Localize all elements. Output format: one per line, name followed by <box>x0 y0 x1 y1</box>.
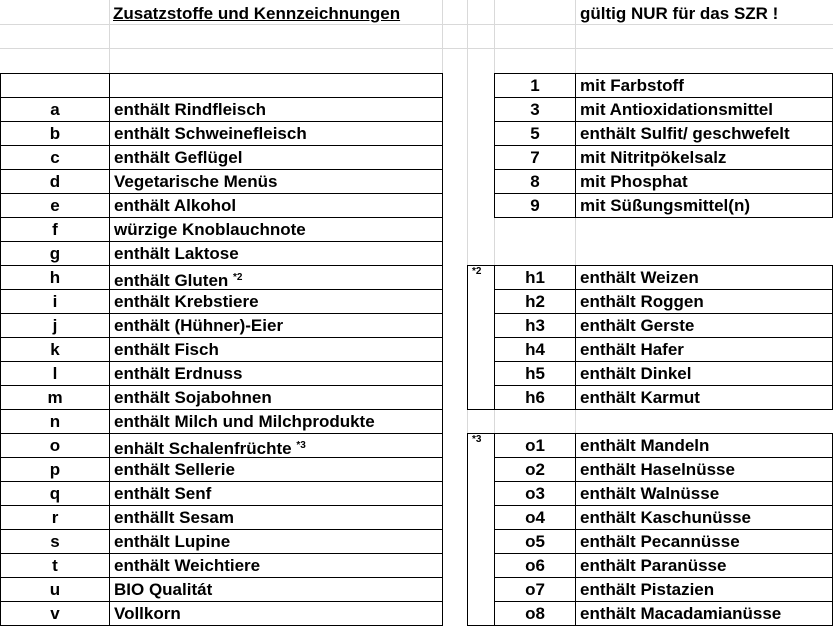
nut-subgroup-text: enthält Haselnüsse <box>575 457 833 482</box>
allergen-text: BIO Qualitát <box>109 577 443 602</box>
allergen-text: enthällt Sesam <box>109 505 443 530</box>
allergen-code: i <box>0 289 110 314</box>
nut-subgroup-code: o8 <box>494 601 576 626</box>
allergen-code: l <box>0 361 110 386</box>
allergen-text: enthält Weichtiere <box>109 553 443 578</box>
additive-code: 5 <box>494 121 576 146</box>
nut-subgroup-code: o5 <box>494 529 576 554</box>
allergen-code: d <box>0 169 110 194</box>
gluten-subgroup-text: enthält Hafer <box>575 337 833 362</box>
gluten-subgroup-text: enthält Weizen <box>575 265 833 290</box>
footnote-mark: *3 <box>296 440 306 451</box>
allergen-code: t <box>0 553 110 578</box>
allergen-code: r <box>0 505 110 530</box>
validity-note: gültig NUR für das SZR ! <box>580 4 779 23</box>
nut-subgroup-text: enthält Pistazien <box>575 577 833 602</box>
additive-code: 8 <box>494 169 576 194</box>
additive-text: mit Nitritpökelsalz <box>575 145 833 170</box>
allergen-code: a <box>0 97 110 122</box>
allergen-text: enthält Erdnuss <box>109 361 443 386</box>
allergen-text: enhält Schalenfrüchte $^{*3}$ <box>109 433 443 458</box>
additive-code: 3 <box>494 97 576 122</box>
allergen-text: enthält Gluten $^{*2}$ <box>109 265 443 290</box>
nut-subgroup-marker-cell <box>467 433 495 626</box>
allergen-text: enthält (Hühner)-Eier <box>109 313 443 338</box>
allergen-text: enthält Milch und Milchprodukte <box>109 409 443 434</box>
additive-code: 1 <box>494 73 576 98</box>
additive-text: enthält Sulfit/ geschwefelt <box>575 121 833 146</box>
gridline <box>0 48 833 49</box>
gluten-subgroup-text: enthält Gerste <box>575 313 833 338</box>
gluten-subgroup-code: h3 <box>494 313 576 338</box>
additive-text: mit Farbstoff <box>575 73 833 98</box>
nut-subgroup-code: o4 <box>494 505 576 530</box>
allergen-text: enthält Laktose <box>109 241 443 266</box>
footnote-mark: *2 <box>233 272 243 283</box>
allergen-code: b <box>0 121 110 146</box>
allergen-header-text-cell <box>109 73 443 98</box>
additive-text: mit Antioxidationsmittel <box>575 97 833 122</box>
allergen-text: enthält Rindfleisch <box>109 97 443 122</box>
gluten-subgroup-marker-cell <box>467 265 495 410</box>
gluten-subgroup-code: h2 <box>494 289 576 314</box>
additive-text: mit Süßungsmittel(n) <box>575 193 833 218</box>
allergen-code: s <box>0 529 110 554</box>
allergen-header-code-cell <box>0 73 110 98</box>
nut-subgroup-text: enthält Pecannüsse <box>575 529 833 554</box>
allergen-code: v <box>0 601 110 626</box>
nut-subgroup-text: enthält Mandeln <box>575 433 833 458</box>
allergen-code: m <box>0 385 110 410</box>
allergen-text: enthält Sellerie <box>109 457 443 482</box>
allergen-text: würzige Knoblauchnote <box>109 217 443 242</box>
gluten-subgroup-code: h5 <box>494 361 576 386</box>
additive-code: 9 <box>494 193 576 218</box>
nut-subgroup-code: o3 <box>494 481 576 506</box>
footnote-mark: *3 <box>472 434 482 445</box>
allergen-text: enthält Schweinefleisch <box>109 121 443 146</box>
allergen-code: h <box>0 265 110 290</box>
nut-subgroup-text: enthält Walnüsse <box>575 481 833 506</box>
allergen-text: Vollkorn <box>109 601 443 626</box>
footnote-mark: *2 <box>472 266 482 277</box>
nut-subgroup-text: enthält Macadamianüsse <box>575 601 833 626</box>
nut-subgroup-code: o6 <box>494 553 576 578</box>
allergen-code: n <box>0 409 110 434</box>
additive-code: 7 <box>494 145 576 170</box>
nut-subgroup-code: o1 <box>494 433 576 458</box>
nut-subgroup-code: o2 <box>494 457 576 482</box>
allergen-text: enthält Alkohol <box>109 193 443 218</box>
allergen-text: enthält Krebstiere <box>109 289 443 314</box>
gluten-subgroup-code: h4 <box>494 337 576 362</box>
allergen-code: u <box>0 577 110 602</box>
allergen-code: k <box>0 337 110 362</box>
allergen-code: e <box>0 193 110 218</box>
allergen-text: enthält Fisch <box>109 337 443 362</box>
allergen-code: p <box>0 457 110 482</box>
title-text: Zusatzstoffe und Kennzeichnungen <box>113 4 401 23</box>
allergen-code: g <box>0 241 110 266</box>
additive-text: mit Phosphat <box>575 169 833 194</box>
allergen-code: o <box>0 433 110 458</box>
page-title <box>113 4 400 24</box>
allergen-code: c <box>0 145 110 170</box>
allergen-text: enthält Sojabohnen <box>109 385 443 410</box>
gluten-subgroup-text: enthält Dinkel <box>575 361 833 386</box>
allergen-code: f <box>0 217 110 242</box>
gridline <box>0 24 833 25</box>
nut-subgroup-text: enthält Paranüsse <box>575 553 833 578</box>
allergen-code: j <box>0 313 110 338</box>
gluten-subgroup-text: enthält Roggen <box>575 289 833 314</box>
allergen-code: q <box>0 481 110 506</box>
gluten-subgroup-code: h1 <box>494 265 576 290</box>
allergen-text: enthält Lupine <box>109 529 443 554</box>
gluten-subgroup-code: h6 <box>494 385 576 410</box>
allergen-text: Vegetarische Menüs <box>109 169 443 194</box>
allergen-text: enthält Geflügel <box>109 145 443 170</box>
nut-subgroup-text: enthält Kaschunüsse <box>575 505 833 530</box>
gluten-subgroup-text: enthält Karmut <box>575 385 833 410</box>
nut-subgroup-code: o7 <box>494 577 576 602</box>
allergen-text: enthält Senf <box>109 481 443 506</box>
